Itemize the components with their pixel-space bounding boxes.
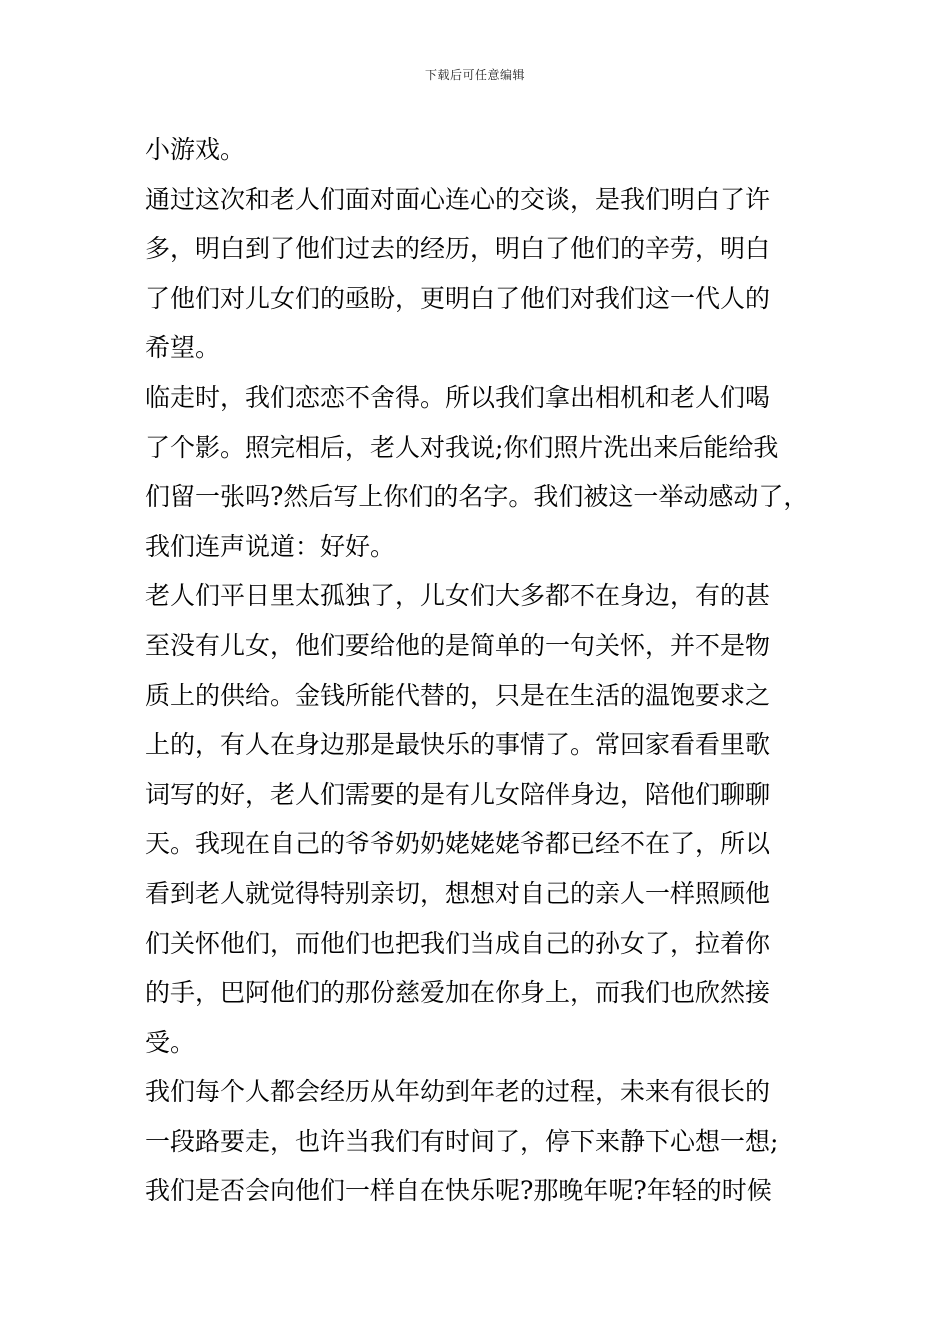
text-line: 们留一张吗?然后写上你们的名字。我们被这一举动感动了， bbox=[145, 482, 809, 512]
text-line: 希望。 bbox=[145, 333, 221, 363]
text-line: 了他们对儿女们的亟盼，更明白了他们对我们这一代人的 bbox=[145, 283, 771, 313]
text-line: 天。我现在自己的爷爷奶奶姥姥姥爷都已经不在了，所以 bbox=[145, 829, 771, 859]
text-line: 多，明白到了他们过去的经历，明白了他们的辛劳，明白 bbox=[145, 234, 771, 264]
text-line: 的手，巴阿他们的那份慈爱加在你身上，而我们也欣然接 bbox=[145, 978, 771, 1008]
text-line: 词写的好，老人们需要的是有儿女陪伴身边，陪他们聊聊 bbox=[145, 779, 771, 809]
body-text bbox=[145, 125, 835, 1216]
text-line: 我们连声说道：好好。 bbox=[145, 531, 396, 561]
page-header: 下载后可任意编辑 bbox=[424, 68, 525, 82]
text-line: 我们是否会向他们一样自在快乐呢?那晚年呢?年轻的时候 bbox=[145, 1176, 772, 1206]
text-line: 老人们平日里太孤独了，儿女们大多都不在身边，有的甚 bbox=[145, 581, 771, 611]
text-line: 上的，有人在身边那是最快乐的事情了。常回家看看里歌 bbox=[145, 730, 771, 760]
text-line: 看到老人就觉得特别亲切，想想对自己的亲人一样照顾他 bbox=[145, 878, 771, 908]
text-line: 通过这次和老人们面对面心连心的交谈，是我们明白了许 bbox=[145, 184, 771, 214]
text-line: 质上的供给。金钱所能代替的，只是在生活的温饱要求之 bbox=[145, 680, 771, 710]
text-line: 至没有儿女，他们要给他的是简单的一句关怀，并不是物 bbox=[145, 630, 771, 660]
text-line: 受。 bbox=[145, 1027, 196, 1057]
text-line: 们关怀他们，而他们也把我们当成自己的孙女了，拉着你 bbox=[145, 928, 771, 958]
text-line: 了个影。照完相后，老人对我说;你们照片洗出来后能给我 bbox=[145, 432, 779, 462]
text-line: 临走时，我们恋恋不舍得。所以我们拿出相机和老人们喝 bbox=[145, 382, 771, 412]
text-line: 一段路要走，也许当我们有时间了，停下来静下心想一想; bbox=[145, 1126, 779, 1156]
text-line: 小游戏。 bbox=[145, 135, 246, 164]
text-line: 我们每个人都会经历从年幼到年老的过程，未来有很长的 bbox=[145, 1077, 771, 1107]
